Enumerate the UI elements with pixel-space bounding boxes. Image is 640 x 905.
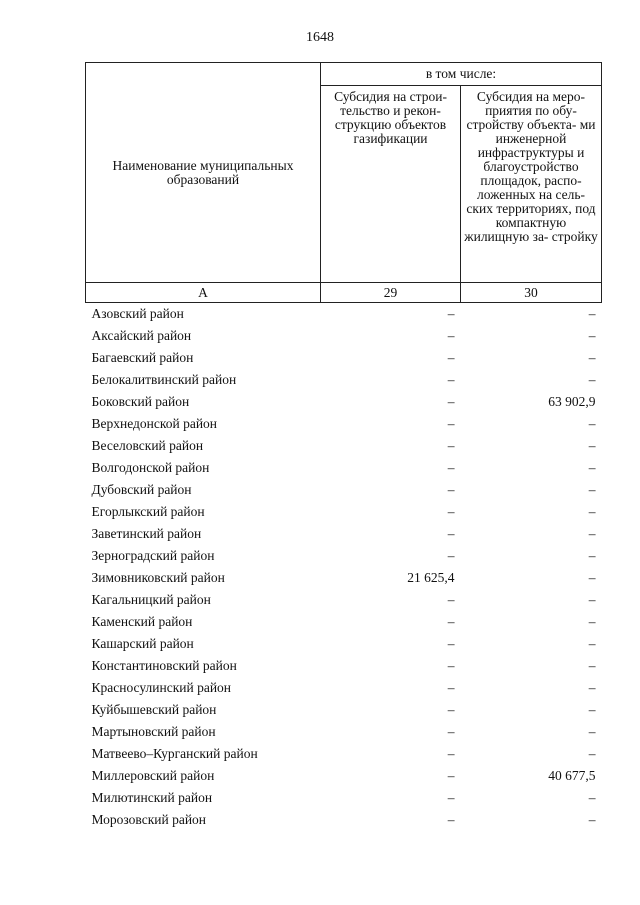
infrastructure-value-cell: – (588, 504, 596, 519)
table-row (86, 413, 602, 435)
infrastructure-value-cell: – (588, 636, 596, 651)
table-row (86, 567, 602, 589)
table-row (86, 545, 602, 567)
table-row (86, 655, 602, 677)
municipality-name-cell: Волгодонской район (91, 460, 210, 475)
municipality-name-cell: Зимовниковский район (91, 570, 225, 585)
header-infrastructure-subsidy: Субсидия на меро- приятия по обу- стройству объекта- ми инженерной инфраструктуры и благоустройство площадок, распо- ложенных на сель- ских территориях, под компактную жилищную за- стройку (461, 86, 602, 283)
gasification-value-cell: – (447, 372, 455, 387)
municipality-name-cell: Дубовский район (91, 482, 192, 497)
table-row (86, 435, 602, 457)
infrastructure-value-cell: – (588, 350, 596, 365)
table-row (86, 589, 602, 611)
infrastructure-value-cell: – (588, 658, 596, 673)
infrastructure-value-cell: – (588, 460, 596, 475)
table-row (86, 611, 602, 633)
gasification-value-cell: – (447, 438, 455, 453)
table-row (86, 677, 602, 699)
municipality-name-cell: Багаевский район (91, 350, 194, 365)
infrastructure-value-cell: – (588, 614, 596, 629)
gasification-value-cell: – (447, 504, 455, 519)
gasification-value-cell: – (447, 658, 455, 673)
infrastructure-value-cell: – (588, 482, 596, 497)
infrastructure-value-cell: – (588, 680, 596, 695)
header-index-30: 30 (461, 283, 602, 303)
infrastructure-value-cell: – (588, 328, 596, 343)
table-row (86, 457, 602, 479)
table-row (86, 501, 602, 523)
municipality-name-cell: Азовский район (91, 306, 184, 321)
municipality-name-cell: Морозовский район (91, 812, 207, 827)
table-row (86, 325, 602, 347)
infrastructure-value-cell: – (588, 306, 596, 321)
infrastructure-value-cell: – (588, 570, 596, 585)
infrastructure-value-cell: – (588, 790, 596, 805)
municipality-name-cell: Аксайский район (91, 328, 192, 343)
municipality-name-cell: Верхнедонской район (91, 416, 218, 431)
infrastructure-value-cell: – (588, 372, 596, 387)
infrastructure-value-cell: – (588, 592, 596, 607)
table-row (86, 479, 602, 501)
infrastructure-value-cell: – (588, 438, 596, 453)
gasification-value-cell: 21 625,4 (407, 570, 455, 585)
subsidy-table (85, 62, 602, 831)
municipality-name-cell: Красносулинский район (91, 680, 232, 695)
municipality-name-cell: Миллеровский район (91, 768, 215, 783)
gasification-value-cell: – (447, 350, 455, 365)
table-row (86, 523, 602, 545)
municipality-name-cell: Константиновский район (91, 658, 237, 673)
gasification-value-cell: – (447, 680, 455, 695)
gasification-value-cell: – (447, 526, 455, 541)
header-index-a: А (86, 283, 321, 303)
gasification-value-cell: – (447, 746, 455, 761)
municipality-name-cell: Веселовский район (91, 438, 204, 453)
table-row (86, 787, 602, 809)
header-including: в том числе: (321, 63, 602, 86)
header-index-29: 29 (321, 283, 461, 303)
infrastructure-value-cell: – (588, 724, 596, 739)
gasification-value-cell: – (447, 482, 455, 497)
gasification-value-cell: – (447, 394, 455, 409)
municipality-name-cell: Белокалитвинский район (91, 372, 237, 387)
gasification-value-cell: – (447, 724, 455, 739)
header-municipality-name: Наименование муниципальных образований (86, 63, 321, 283)
gasification-value-cell: – (447, 548, 455, 563)
infrastructure-value-cell: – (588, 812, 596, 827)
table-row (86, 369, 602, 391)
municipality-name-cell: Мартыновский район (91, 724, 216, 739)
table-row (86, 347, 602, 369)
gasification-value-cell: – (447, 702, 455, 717)
municipality-name-cell: Милютинский район (91, 790, 213, 805)
municipality-name-cell: Зерноградский район (91, 548, 215, 563)
header-gasification-subsidy: Субсидия на строи- тельство и рекон- струкцию объектов газификации (321, 86, 461, 283)
municipality-name-cell: Матвеево–Курганский район (91, 746, 258, 761)
page-number: 1648 (306, 30, 334, 45)
gasification-value-cell: – (447, 812, 455, 827)
municipality-name-cell: Кашарский район (91, 636, 194, 651)
gasification-value-cell: – (447, 636, 455, 651)
table-row (86, 699, 602, 721)
infrastructure-value-cell: – (588, 702, 596, 717)
table-row (86, 743, 602, 765)
municipality-name-cell: Боковский район (91, 394, 190, 409)
table-row (86, 765, 602, 787)
infrastructure-value-cell: – (588, 746, 596, 761)
table-row (86, 809, 602, 831)
infrastructure-value-cell: – (588, 548, 596, 563)
gasification-value-cell: – (447, 328, 455, 343)
table-row (86, 633, 602, 655)
municipality-name-cell: Кагальницкий район (91, 592, 211, 607)
table-header (86, 63, 602, 303)
municipality-name-cell: Заветинский район (91, 526, 202, 541)
table-row (86, 721, 602, 743)
table-row (86, 303, 602, 326)
gasification-value-cell: – (447, 592, 455, 607)
infrastructure-value-cell: – (588, 416, 596, 431)
municipality-name-cell: Каменский район (91, 614, 193, 629)
gasification-value-cell: – (447, 306, 455, 321)
municipality-name-cell: Куйбышевский район (91, 702, 217, 717)
infrastructure-value-cell: 63 902,9 (548, 394, 596, 409)
municipality-name-cell: Егорлыкский район (91, 504, 205, 519)
table-body (86, 303, 602, 832)
table-row (86, 391, 602, 413)
infrastructure-value-cell: 40 677,5 (548, 768, 596, 783)
gasification-value-cell: – (447, 768, 455, 783)
gasification-value-cell: – (447, 614, 455, 629)
gasification-value-cell: – (447, 416, 455, 431)
gasification-value-cell: – (447, 460, 455, 475)
gasification-value-cell: – (447, 790, 455, 805)
infrastructure-value-cell: – (588, 526, 596, 541)
